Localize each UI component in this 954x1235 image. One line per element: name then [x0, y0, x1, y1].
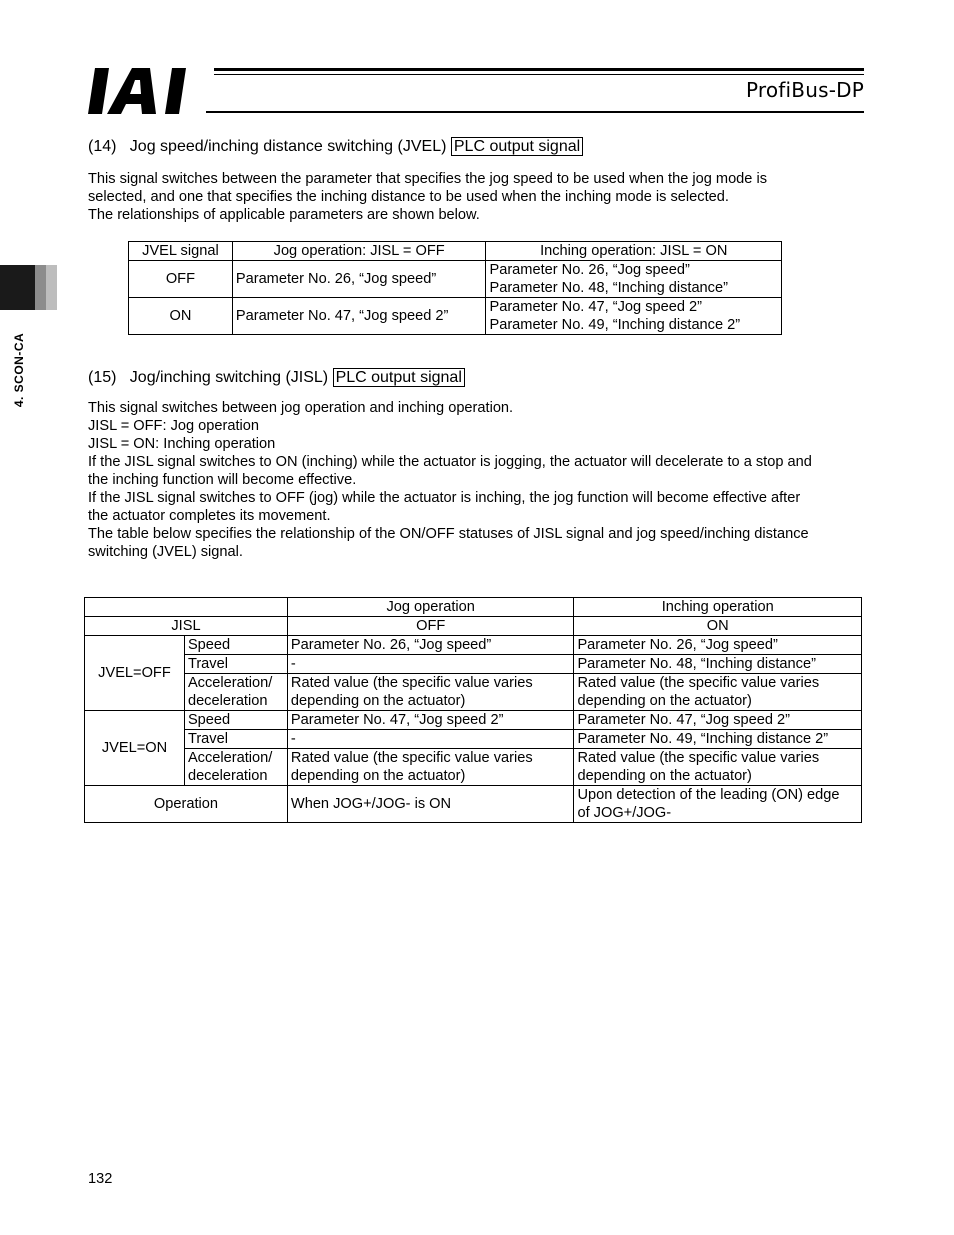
para-line: If the JISL signal switches to ON (inching) while the actuator is jogging, the actuator will decelerate to a stop and: [88, 454, 812, 470]
cell-line: Rated value (the specific value varies: [577, 675, 820, 691]
table-cell: Speed: [184, 711, 287, 730]
para-line: the inching function will become effective.: [88, 472, 357, 488]
table-header-row: [85, 598, 862, 617]
table-cell: Speed: [184, 636, 287, 655]
table-header-cell: Jog operation: [287, 598, 574, 617]
cell-line: depending on the actuator): [577, 693, 752, 709]
cell-line: Upon detection of the leading (ON) edge: [577, 787, 840, 803]
table-cell: Parameter No. 47, “Jog speed 2”: [574, 711, 862, 730]
section-15-heading: [88, 369, 465, 387]
product-name: ProfiBus-DP: [745, 78, 864, 102]
table-row: [85, 749, 862, 786]
table-cell: Travel: [184, 655, 287, 674]
para-line: JISL = OFF: Jog operation: [88, 418, 260, 434]
cell-line: Parameter No. 49, “Inching distance 2”: [489, 317, 741, 333]
table-cell: -: [287, 730, 574, 749]
table-cell: [574, 674, 862, 711]
table-row: [129, 298, 782, 335]
table-cell: ON: [129, 298, 233, 335]
cell-line: Acceleration/: [187, 750, 273, 766]
para-line: If the JISL signal switches to OFF (jog) while the actuator is inching, the jog function will become effective after: [88, 490, 801, 506]
table-cell: OFF: [287, 617, 574, 636]
header-rule-thin: [214, 74, 864, 75]
table-header-row: [129, 242, 782, 261]
table-cell: [184, 749, 287, 786]
table-cell: OFF: [129, 261, 233, 298]
table-row: [85, 636, 862, 655]
cell-line: Rated value (the specific value varies: [577, 750, 820, 766]
para-line: selected, and one that specifies the inching distance to be used when the inching mode is selected.: [88, 189, 729, 205]
jvel-parameter-table: [128, 241, 782, 335]
cell-line: of JOG+/JOG-: [577, 805, 672, 821]
chapter-tab-shade-dark: [35, 265, 46, 310]
table-row: [85, 786, 862, 823]
header-rule-top: [214, 68, 864, 71]
table-row: [85, 655, 862, 674]
section-15-paragraph: [88, 399, 868, 561]
table-cell: JISL: [85, 617, 288, 636]
cell-line: depending on the actuator): [290, 693, 466, 709]
cell-line: depending on the actuator): [577, 768, 752, 784]
cell-line: Acceleration/: [187, 675, 273, 691]
cell-line: depending on the actuator): [290, 768, 466, 784]
table-cell: [287, 674, 574, 711]
chapter-tab-shade-light: [46, 265, 57, 310]
section-15-signal-tag: PLC output signal: [333, 368, 465, 387]
table-cell: [574, 749, 862, 786]
table-cell: [287, 749, 574, 786]
para-line: This signal switches between jog operation and inching operation.: [88, 400, 514, 416]
table-cell: Parameter No. 48, “Inching distance”: [574, 655, 862, 674]
group-label-cell: JVEL=ON: [85, 711, 185, 786]
header-rule-bottom: [206, 111, 864, 113]
chapter-tab-block: [0, 265, 35, 310]
table-cell: [486, 298, 782, 335]
section-15-number: (15): [88, 369, 117, 386]
table-cell: Parameter No. 47, “Jog speed 2”: [287, 711, 574, 730]
table-cell: Travel: [184, 730, 287, 749]
cell-line: Parameter No. 26, “Jog speed”: [489, 262, 690, 278]
cell-line: Rated value (the specific value varies: [290, 675, 533, 691]
table-cell: [184, 674, 287, 711]
cell-line: deceleration: [187, 693, 268, 709]
table-row: [85, 674, 862, 711]
section-14-paragraph: [88, 170, 868, 224]
table-row: [85, 617, 862, 636]
table-cell: Parameter No. 26, “Jog speed”: [287, 636, 574, 655]
cell-line: Parameter No. 47, “Jog speed 2”: [489, 299, 702, 315]
table-cell: ON: [574, 617, 862, 636]
para-line: This signal switches between the parameter that specifies the jog speed to be used when the jog mode is: [88, 171, 768, 187]
cell-line: deceleration: [187, 768, 268, 784]
page-number: 132: [88, 1171, 113, 1187]
table-cell: Parameter No. 47, “Jog speed 2”: [232, 298, 486, 335]
table-cell: [486, 261, 782, 298]
jisl-jvel-relationship-table: [84, 597, 862, 823]
table-cell: -: [287, 655, 574, 674]
para-line: switching (JVEL) signal.: [88, 544, 243, 560]
group-label-cell: JVEL=OFF: [85, 636, 185, 711]
cell-line: Parameter No. 48, “Inching distance”: [489, 280, 728, 296]
table-cell: Operation: [85, 786, 288, 823]
table-header-cell: Inching operation: [574, 598, 862, 617]
cell-line: Rated value (the specific value varies: [290, 750, 533, 766]
table-header-blank: [85, 598, 288, 617]
table-header-cell: Inching operation: JISL = ON: [486, 242, 782, 261]
chapter-tab-label: 4. SCON-CA: [12, 332, 26, 408]
table-cell: [574, 786, 862, 823]
para-line: The relationships of applicable parameters are shown below.: [88, 207, 480, 223]
table-header-cell: JVEL signal: [129, 242, 233, 261]
section-14-number: (14): [88, 138, 117, 155]
section-15-title: Jog/inching switching (JISL): [129, 369, 329, 386]
section-14-signal-tag: PLC output signal: [451, 137, 583, 156]
table-row: [85, 730, 862, 749]
table-cell: When JOG+/JOG- is ON: [287, 786, 574, 823]
iai-logo: [88, 68, 206, 114]
para-line: JISL = ON: Inching operation: [88, 436, 276, 452]
table-row: [129, 261, 782, 298]
section-14-heading: [88, 138, 583, 156]
para-line: The table below specifies the relationship of the ON/OFF statuses of JISL signal and jog speed/inching distance: [88, 526, 809, 542]
section-14-title: Jog speed/inching distance switching (JVEL): [129, 138, 447, 155]
table-row: [85, 711, 862, 730]
para-line: the actuator completes its movement.: [88, 508, 331, 524]
table-header-cell: Jog operation: JISL = OFF: [232, 242, 486, 261]
table-cell: Parameter No. 26, “Jog speed”: [574, 636, 862, 655]
table-cell: Parameter No. 49, “Inching distance 2”: [574, 730, 862, 749]
table-cell: Parameter No. 26, “Jog speed”: [232, 261, 486, 298]
